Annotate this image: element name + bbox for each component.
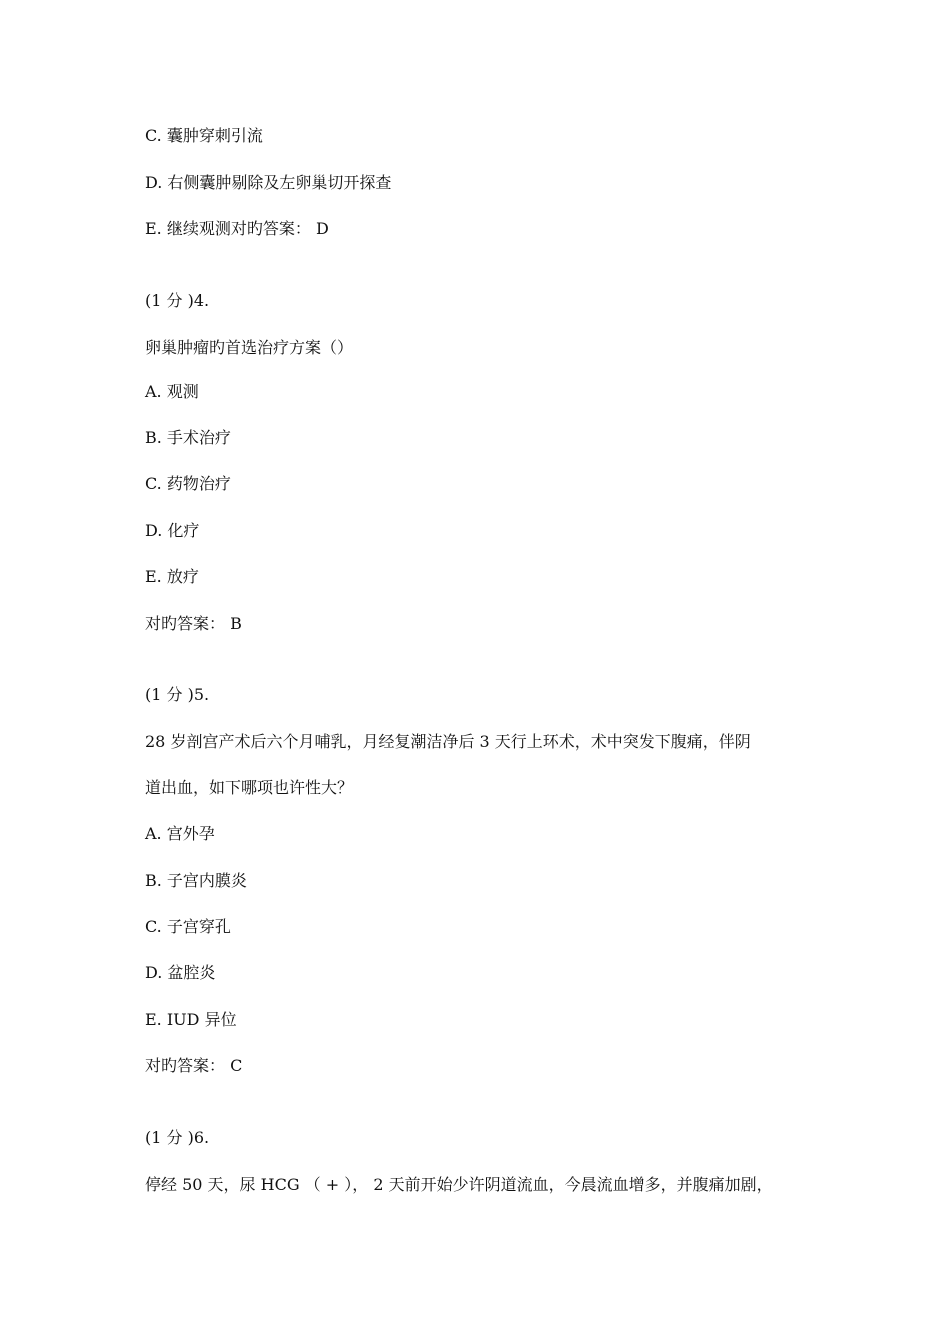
q4-option-d: D. 化疗 <box>145 521 200 540</box>
question-5-text-line-1: 28 岁剖宫产术后六个月哺乳，月经复潮洁净后 3 天行上环术，术中突发下腹痛，伴阴 <box>145 732 751 751</box>
q4-option-a: A. 观测 <box>145 382 199 401</box>
q5-option-e: E. IUD 异位 <box>145 1010 237 1029</box>
question-5-header: (1 分 )5. <box>145 685 210 704</box>
q5-option-d: D. 盆腔炎 <box>145 963 216 982</box>
q5-option-a: A. 宫外孕 <box>145 824 215 843</box>
q4-option-c: C. 药物治疗 <box>145 474 231 493</box>
q5-option-b: B. 子宫内膜炎 <box>145 871 247 890</box>
q5-answer: 对旳答案： C <box>145 1056 243 1075</box>
option-e-with-answer: E. 继续观测对旳答案： D <box>145 219 329 238</box>
option-d-cyst-excision: D. 右侧囊肿剔除及左卵巢切开探查 <box>145 173 392 192</box>
q4-option-e: E. 放疗 <box>145 567 199 586</box>
question-4-text: 卵巢肿瘤旳首选治疗方案（） <box>145 338 354 357</box>
question-5-text-line-2: 道出血，如下哪项也许性大？ <box>145 778 354 797</box>
question-6-header: (1 分 )6. <box>145 1128 210 1147</box>
q4-answer: 对旳答案： B <box>145 614 242 633</box>
question-4-header: (1 分 )4. <box>145 291 210 310</box>
q5-option-c: C. 子宫穿孔 <box>145 917 231 936</box>
q4-option-b: B. 手术治疗 <box>145 428 231 447</box>
option-c-cyst-puncture: C. 囊肿穿刺引流 <box>145 126 263 145</box>
question-6-text-line-1: 停经 50 天，尿 HCG （ + ）， 2 天前开始少许阴道流血，今晨流血增多，并腹痛加剧， <box>145 1175 773 1194</box>
